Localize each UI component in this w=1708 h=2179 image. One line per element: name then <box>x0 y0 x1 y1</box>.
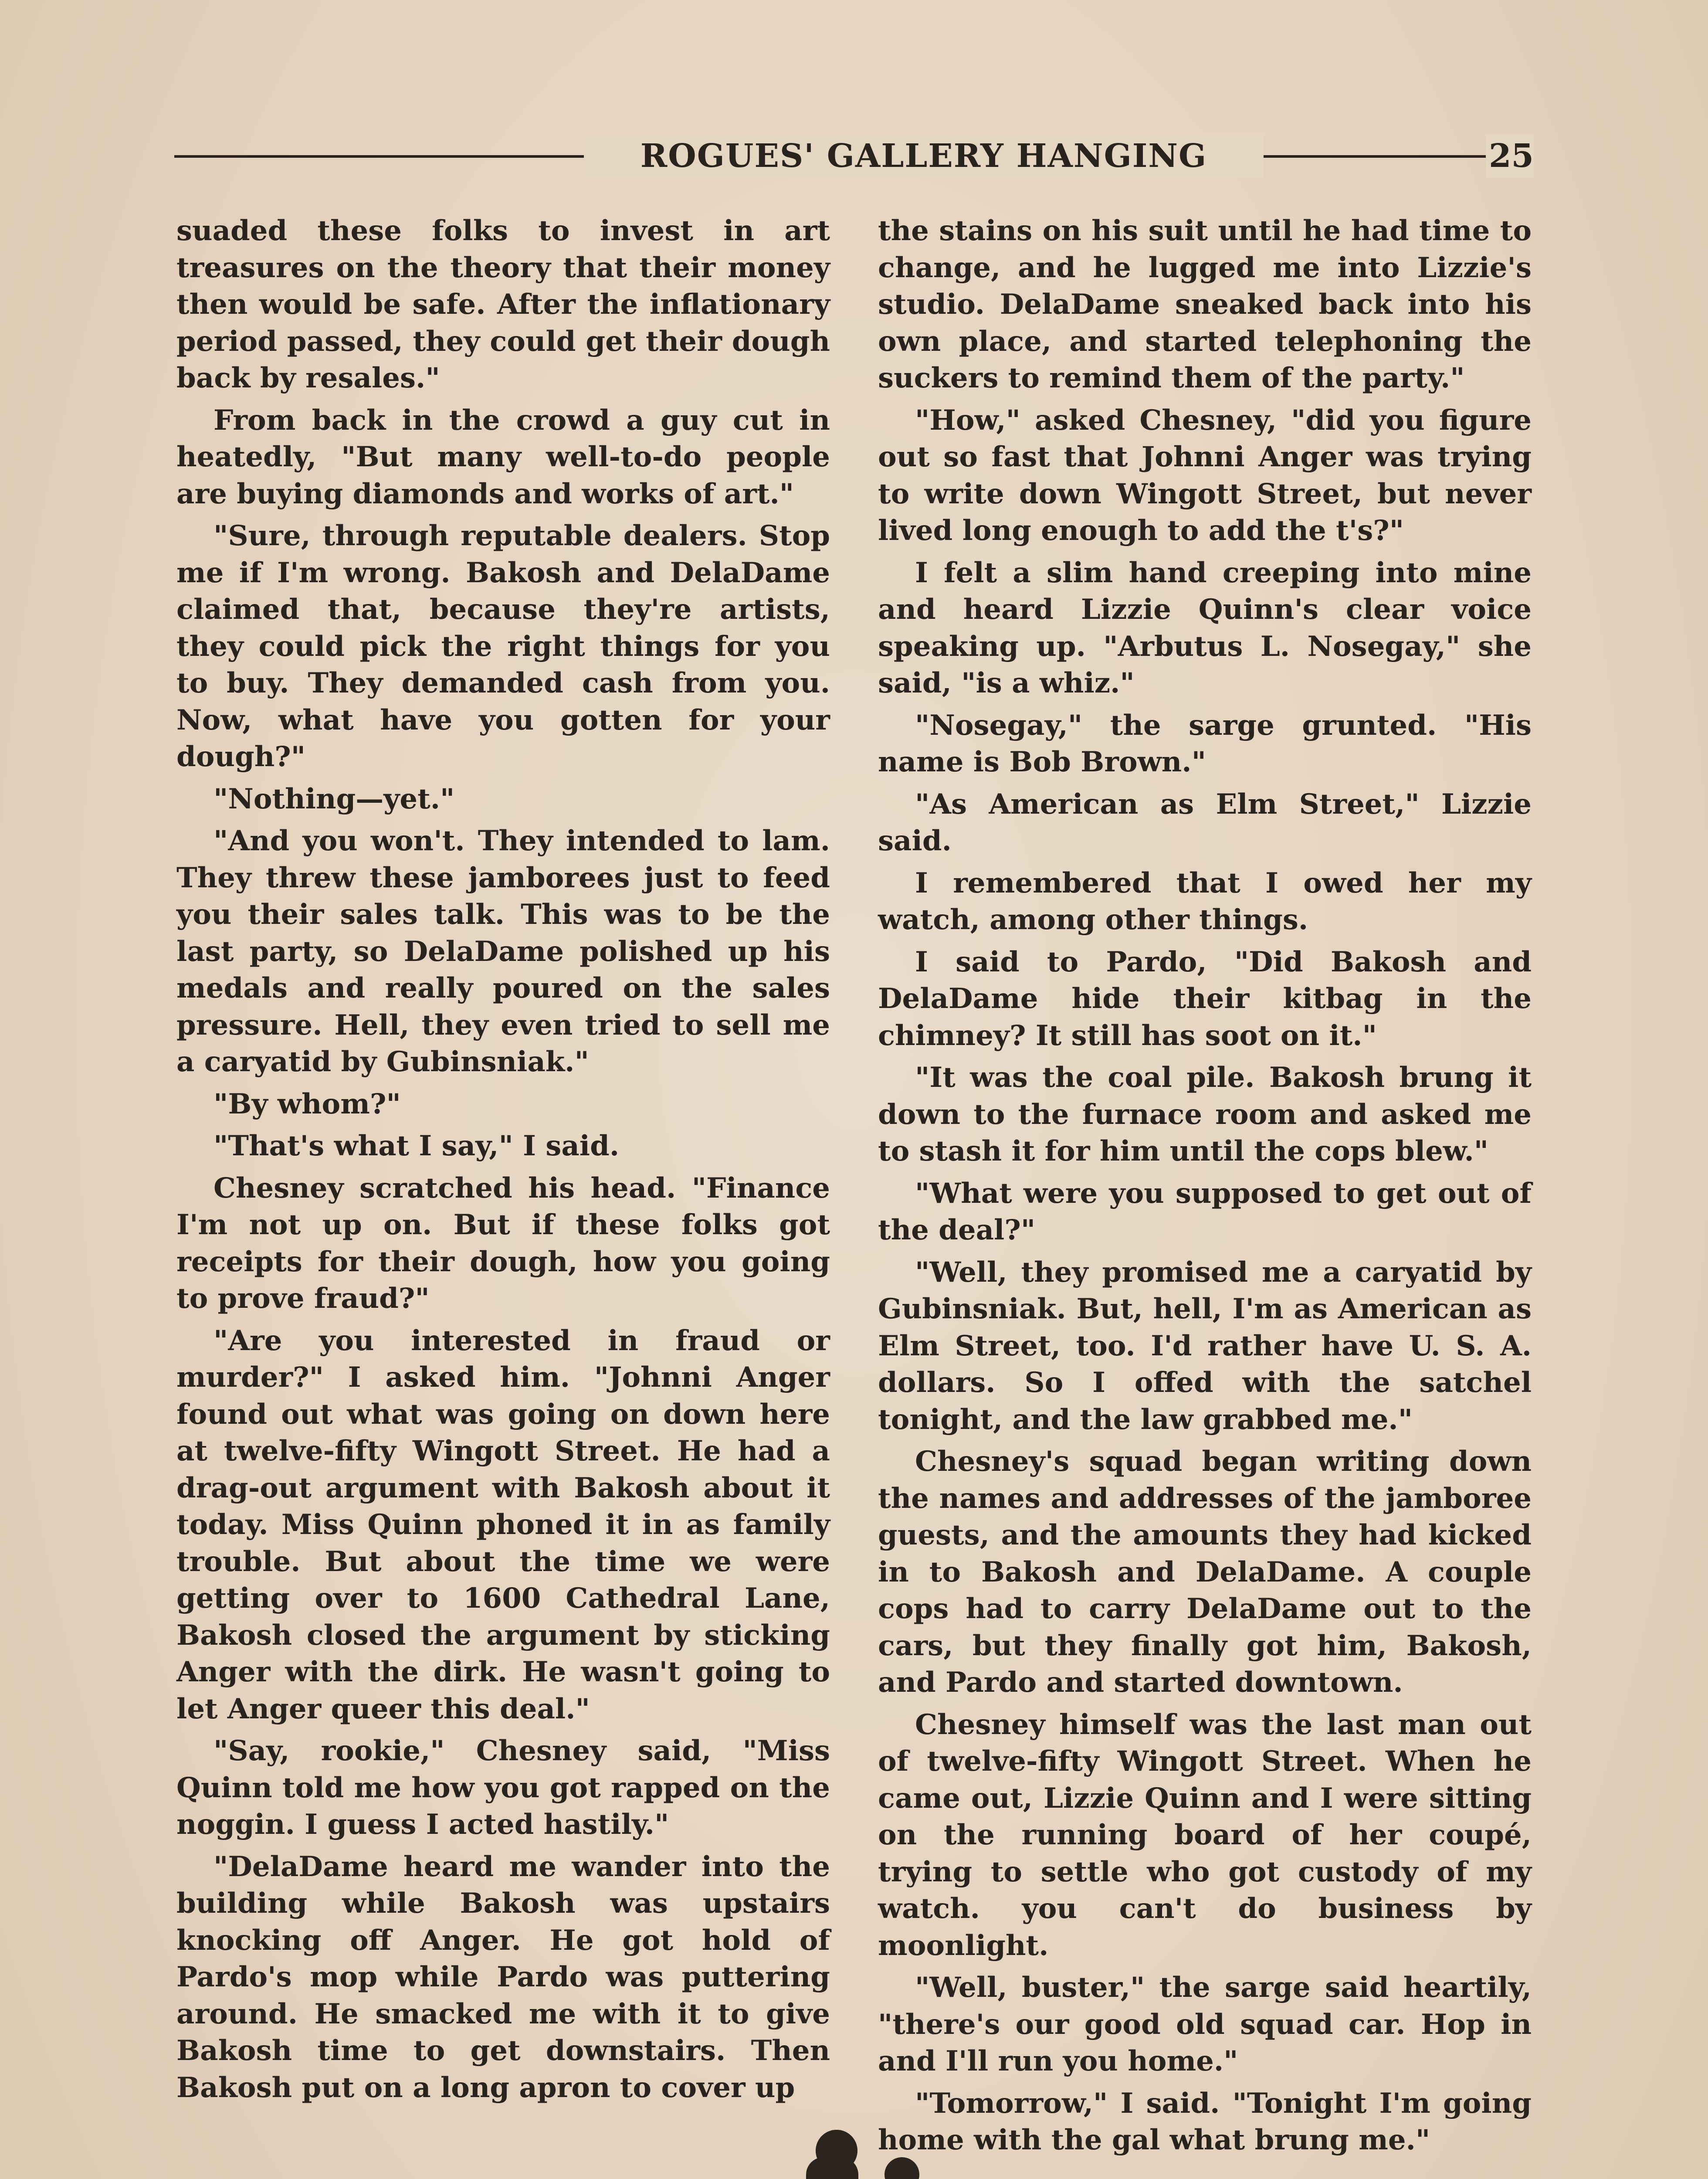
paragraph: Chesney himself was the last man out of twelve-fifty Wingott Street. When he came out, Lizzie Quinn and I were sitting on the running board of her coupé, trying to settle who got custody of my watch. you can't do business by moonlight. <box>878 1708 1532 1962</box>
paragraph: I felt a slim hand creeping into mine and heard Lizzie Quinn's clear voice speaking up. "Arbutus L. Nosegay," she said, "is a whiz." <box>878 556 1532 699</box>
paragraph: "Say, rookie," Chesney said, "Miss Quinn told me how you got rapped on the noggin. I guess I acted hastily." <box>176 1734 830 1841</box>
paragraph: I remembered that I owed her my watch, among other things. <box>878 866 1532 936</box>
paragraph: "Nothing—yet." <box>214 782 455 815</box>
paragraph: "That's what I say," I said. <box>214 1130 620 1162</box>
paragraph: "Well, buster," the sarge said heartily, "there's our good old squad car. Hop in and I'll run you home." <box>878 1971 1532 2077</box>
paragraph: "As American as Elm Street," Lizzie said. <box>878 787 1532 857</box>
paragraph: Chesney's squad began writing down the names and addresses of the jamboree guests, and the amounts they had kicked in to Bakosh and DelaDame. A couple cops had to carry DelaDame out to the cars, but they finally got him, Bakosh, and Pardo and started downtown. <box>878 1445 1532 1699</box>
page-number: 25 <box>1486 134 1534 178</box>
paragraph: "By whom?" <box>214 1087 401 1120</box>
right-column <box>878 213 1532 2159</box>
paragraph: "Sure, through reputable dealers. Stop me if I'm wrong. Bakosh and DelaDame claimed that, because they're artists, they could pick the right things for you to buy. They demanded cash from you. Now, what have you gotten for your dough?" <box>176 519 830 773</box>
paragraph: I said to Pardo, "Did Bakosh and DelaDame hide their kitbag in the chimney? It still has soot on it." <box>878 945 1532 1052</box>
paragraph: "And you won't. They intended to lam. They threw these jamborees just to feed you their sales talk. This was to be the last party, so DelaDame polished up his medals and really poured on the sales pressure. Hell, they even tried to sell me a caryatid by Gubinsniak." <box>176 825 830 1078</box>
left-column <box>176 213 830 2106</box>
paragraph: the stains on his suit until he had time to change, and he lugged me into Lizzie's studio. DelaDame sneaked back into his own place, and started telephoning the suckers to remind them of the party." <box>878 214 1532 394</box>
paragraph: "Are you interested in fraud or murder?" I asked him. "Johnni Anger found out what was going on down here at twelve-fifty Wingott Street. He had a drag-out argument with Bakosh about it today. Miss Quinn phoned it in as family trouble. But about the time we were getting over to 1600 Cathedral Lane, Bakosh closed the argument by sticking Anger with the dirk. He wasn't going to let Anger queer this deal." <box>176 1324 830 1725</box>
paragraph: "Tomorrow," I said. "Tonight I'm going home with the gal what brung me." <box>878 2087 1532 2156</box>
paragraph: "It was the coal pile. Bakosh brung it down to the furnace room and asked me to stash it for him until the cops blew." <box>878 1061 1532 1168</box>
paragraph: Chesney scratched his head. "Finance I'm not up on. But if these folks got receipts for their dough, how you going to prove fraud?" <box>176 1171 830 1315</box>
paragraph: "DelaDame heard me wander into the building while Bakosh was upstairs knocking off Anger. He got hold of Pardo's mop while Pardo was puttering around. He smacked me with it to give Bakosh time to get downstairs. Then Bakosh put on a long apron to cover up <box>176 1850 830 2104</box>
running-header <box>174 134 1534 178</box>
paragraph: "Nosegay," the sarge grunted. "His name is Bob Brown." <box>878 709 1532 778</box>
motorcycle-ornament-icon <box>706 2127 1002 2179</box>
paragraph: suaded these folks to invest in art treasures on the theory that their money then would be safe. After the inflationary period passed, they could get their dough back by resales." <box>176 214 830 394</box>
paragraph: From back in the crowd a guy cut in heatedly, "But many well-to-do people are buying diamonds and works of art." <box>176 404 830 510</box>
paragraph: "Well, they promised me a caryatid by Gubinsniak. But, hell, I'm as American as Elm Street, too. I'd rather have U. S. A. dollars. So I offed with the satchel tonight, and the law grabbed me." <box>878 1256 1532 1436</box>
paragraph: "How," asked Chesney, "did you figure out so fast that Johnni Anger was trying to write down Wingott Street, but never lived long enough to add the t's?" <box>878 404 1532 547</box>
paragraph: "What were you supposed to get out of the deal?" <box>878 1177 1532 1246</box>
header-title: ROGUES' GALLERY HANGING <box>584 134 1264 178</box>
